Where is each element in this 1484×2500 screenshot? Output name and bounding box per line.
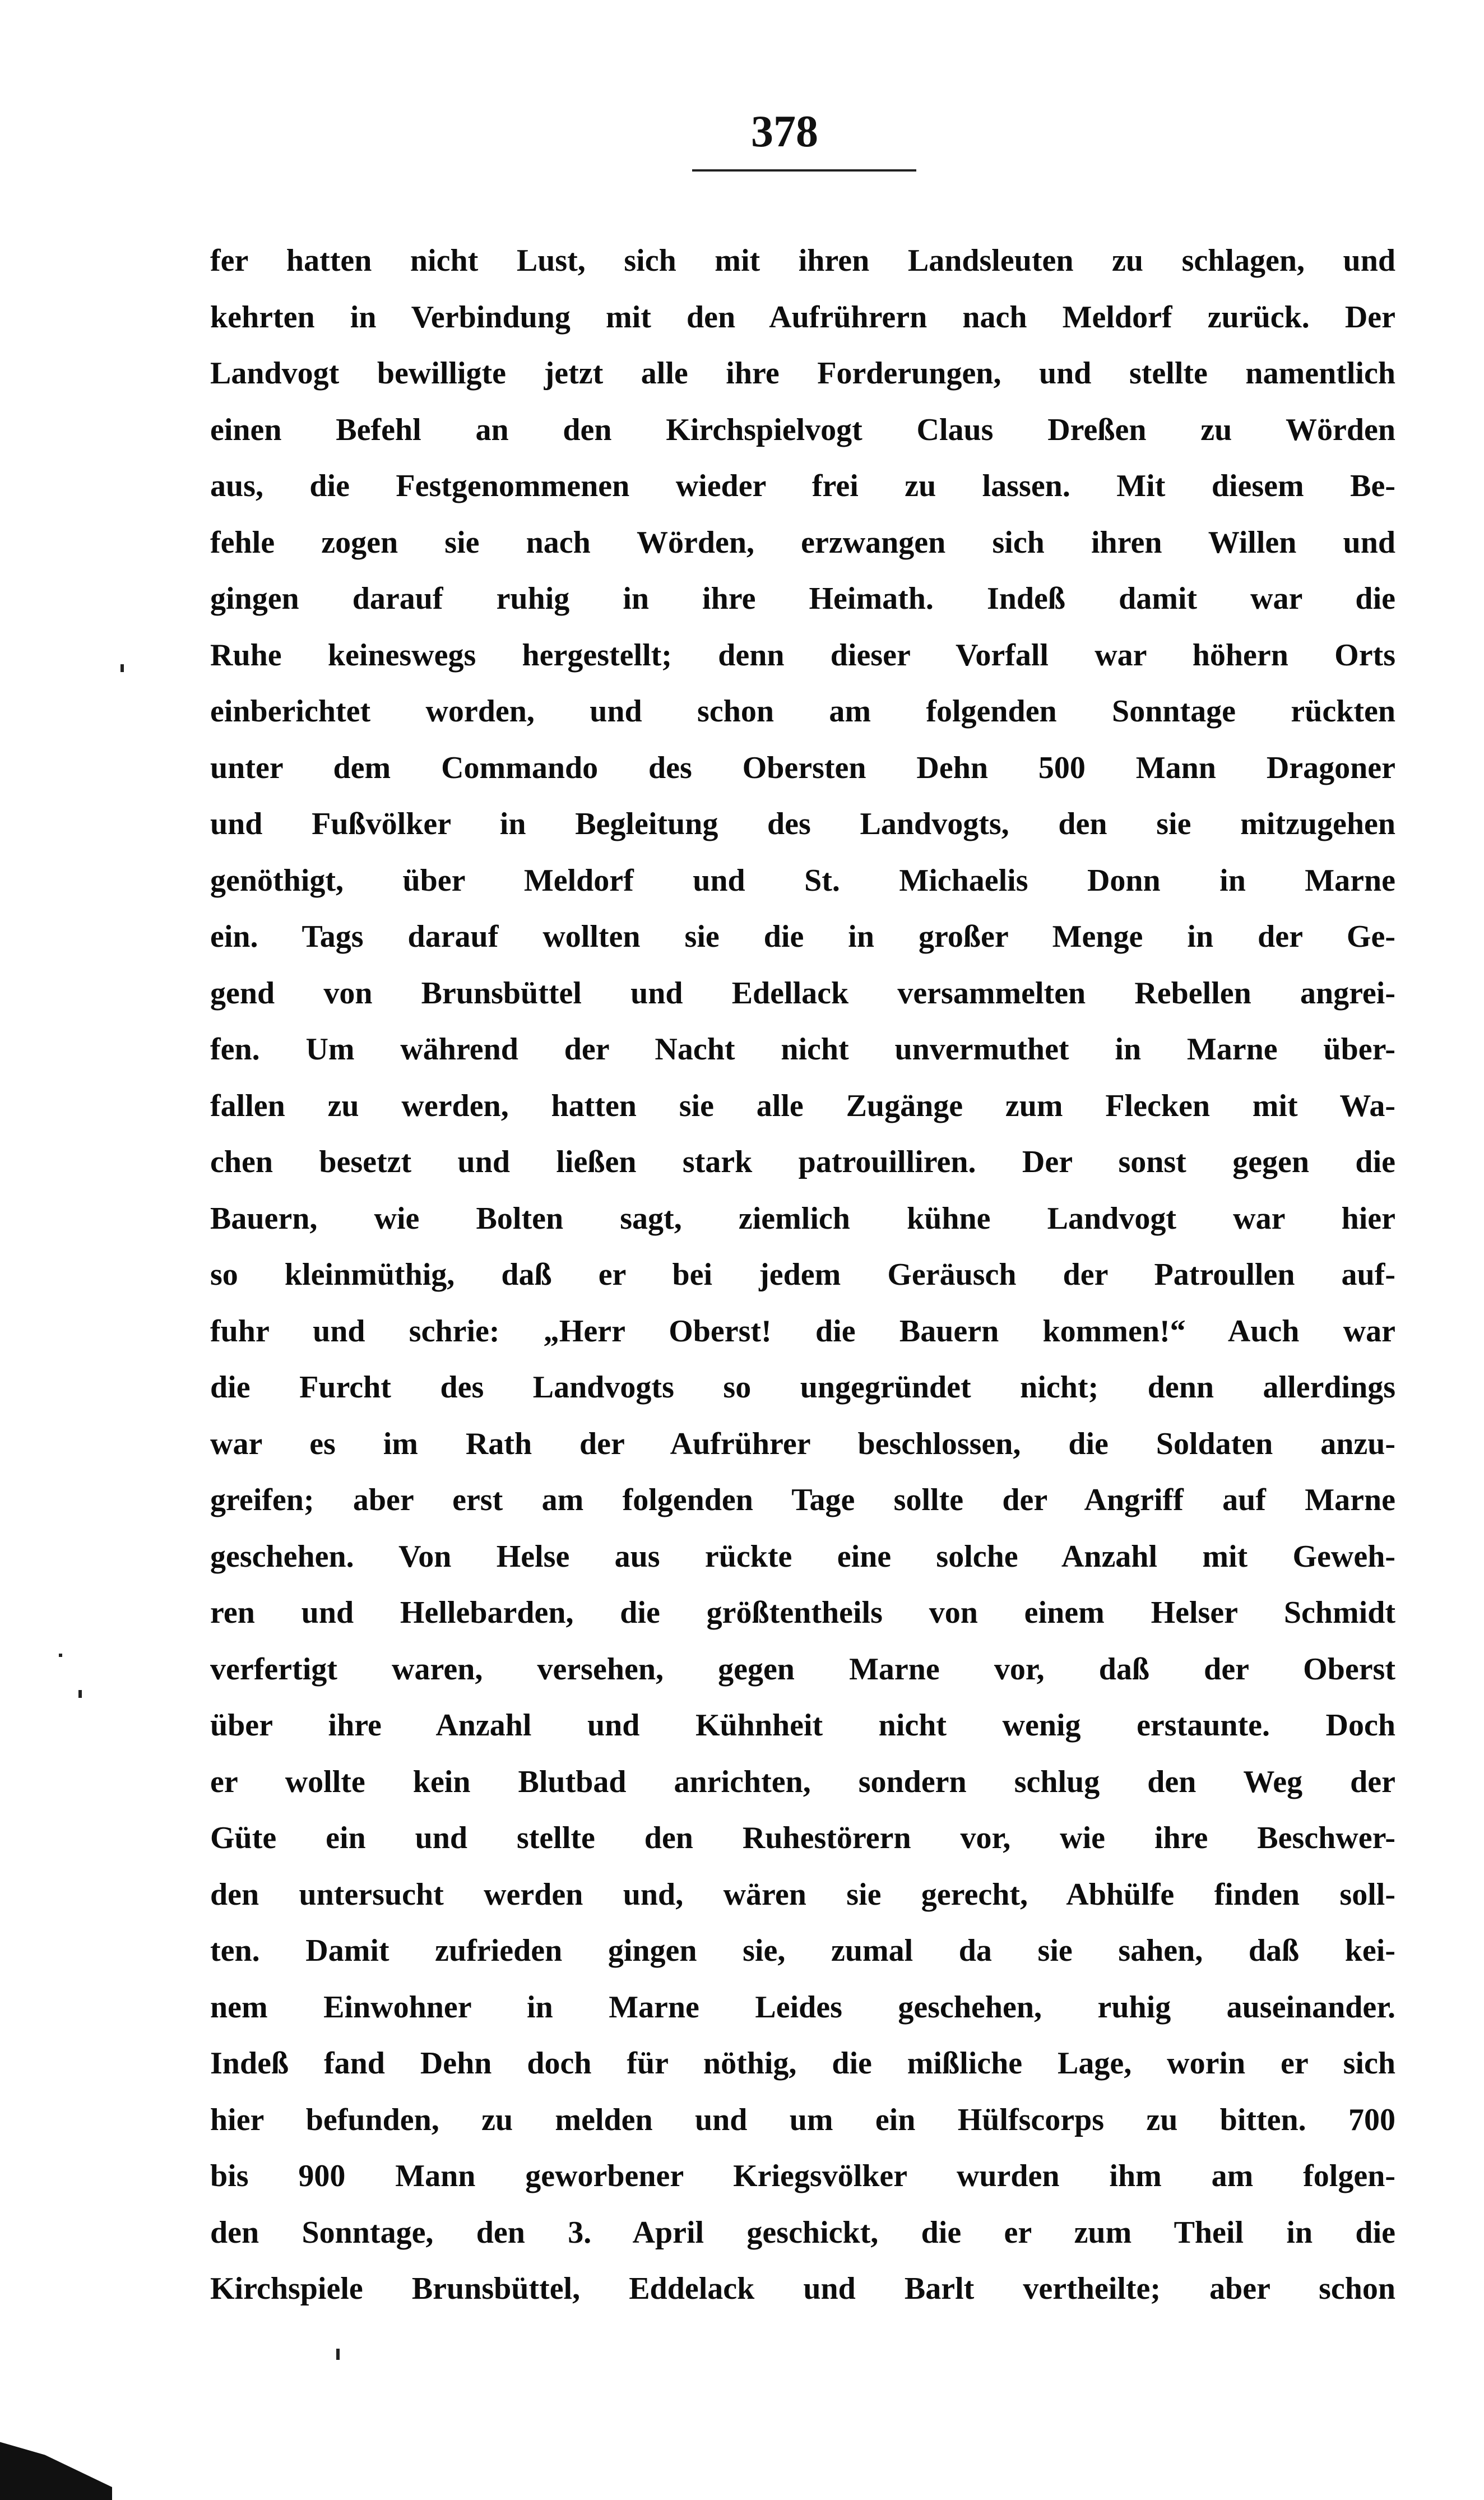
text-line: fer hatten nicht Lust, sich mit ihren Landsleuten zu schlagen, und [210,243,1395,278]
text-line: fen. Um während der Nacht nicht unvermuthet in Marne über- [210,1032,1395,1067]
text-line: einen Befehl an den Kirchspielvogt Claus Dreßen zu Wörden [210,412,1395,447]
text-line: Landvogt bewilligte jetzt alle ihre Forderungen, und stellte namentlich [210,356,1395,391]
text-line: ten. Damit zufrieden gingen sie, zumal da sie sahen, daß kei- [210,1933,1395,1968]
text-line: fallen zu werden, hatten sie alle Zugänge zum Flecken mit Wa- [210,1088,1395,1123]
scan-speck [336,2349,340,2360]
page-number: 378 [751,107,818,156]
header-rule [692,169,916,172]
text-line: bis 900 Mann geworbener Kriegsvölker wurden ihm am folgen- [210,2159,1395,2193]
text-line: Kirchspiele Brunsbüttel, Eddelack und Barlt vertheilte; aber schon [210,2271,1395,2306]
text-line: verfertigt waren, versehen, gegen Marne vor, daß der Oberst [210,1651,1395,1687]
text-line: chen besetzt und ließen stark patrouilliren. Der sonst gegen die [210,1145,1395,1179]
text-line: den Sonntage, den 3. April geschickt, die er zum Theil in die [210,2215,1395,2250]
text-line: unter dem Commando des Obersten Dehn 500 Mann Dragoner [210,750,1395,785]
text-line: Bauern, wie Bolten sagt, ziemlich kühne Landvogt war hier [210,1201,1395,1236]
text-line: er wollte kein Blutbad anrichten, sondern schlug den Weg der [210,1764,1395,1799]
text-line: greifen; aber erst am folgenden Tage sollte der Angriff auf Marne [210,1483,1395,1517]
text-line: über ihre Anzahl und Kühnheit nicht wenig erstaunte. Doch [210,1708,1395,1743]
text-line: einberichtet worden, und schon am folgenden Sonntage rückten [210,694,1395,729]
text-line: hier befunden, zu melden und um ein Hülfscorps zu bitten. 700 [210,2102,1395,2137]
text-line: so kleinmüthig, daß er bei jedem Geräusch der Patroullen auf- [210,1257,1395,1292]
text-line: fehle zogen sie nach Wörden, erzwangen sich ihren Willen und [210,525,1395,560]
body-text [210,233,1395,2317]
scan-speck [120,664,124,672]
text-line: nem Einwohner in Marne Leides geschehen, ruhig auseinander. [210,1989,1395,2025]
text-line: ein. Tags darauf wollten sie die in großer Menge in der Ge- [210,919,1395,954]
text-line: Ruhe keineswegs hergestellt; denn dieser Vorfall war höhern Orts [210,637,1395,673]
text-line: Indeß fand Dehn doch für nöthig, die mißliche Lage, worin er sich [210,2046,1395,2081]
text-line: und Fußvölker in Begleitung des Landvogts, den sie mitzugehen [210,807,1395,841]
text-line: Güte ein und stellte den Ruhestörern vor, wie ihre Beschwer- [210,1821,1395,1855]
text-line: den untersucht werden und, wären sie gerecht, Abhülfe finden soll- [210,1877,1395,1912]
scan-speck [78,1690,82,1698]
scan-artifact [0,2436,112,2500]
text-line: die Furcht des Landvogts so ungegründet nicht; denn allerdings [210,1370,1395,1405]
text-line: gend von Brunsbüttel und Edellack versammelten Rebellen angrei- [210,975,1395,1011]
text-line: ren und Hellebarden, die größtentheils von einem Helser Schmidt [210,1595,1395,1630]
text-line: geschehen. Von Helse aus rückte eine solche Anzahl mit Geweh- [210,1539,1395,1574]
text-line: gingen darauf ruhig in ihre Heimath. Indeß damit war die [210,581,1395,616]
text-line: fuhr und schrie: „Herr Oberst! die Bauern kommen!“ Auch war [210,1313,1395,1349]
text-line: war es im Rath der Aufrührer beschlossen, die Soldaten anzu- [210,1426,1395,1461]
scan-speck [59,1654,62,1657]
text-line: kehrten in Verbindung mit den Aufrührern nach Meldorf zurück. Der [210,299,1395,335]
text-line: genöthigt, über Meldorf und St. Michaelis Donn in Marne [210,863,1395,898]
text-line: aus, die Festgenommenen wieder frei zu lassen. Mit diesem Be- [210,469,1395,503]
